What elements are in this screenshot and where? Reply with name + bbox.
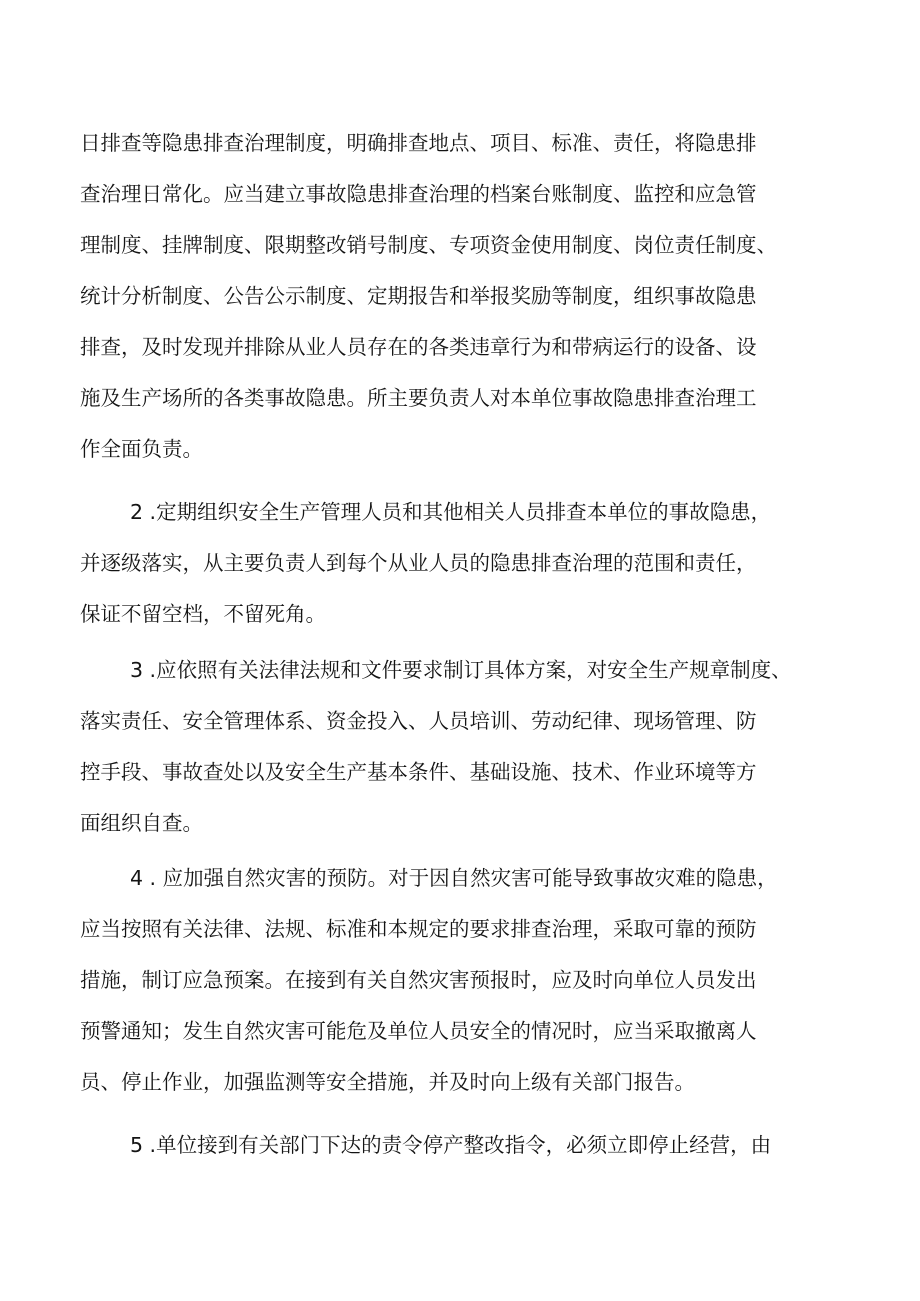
text-line	[0, 962, 920, 998]
line-text: 理制度、挂牌制度、限期整改销号制度、专项资金使用制度、岗位责任制度、	[80, 233, 777, 257]
line-text: 落实责任、安全管理体系、资金投入、人员培训、劳动纪律、现场管理、防	[80, 709, 757, 733]
line-text: 日排查等隐患排查治理制度，明确排查地点、项目、标准、责任，将隐患排	[80, 131, 757, 155]
line-text: 5 .单位接到有关部门下达的责令停产整改指令，必须立即停止经营，由	[130, 1133, 772, 1157]
line-text: 保证不留空档，不留死角。	[80, 602, 326, 626]
line-text: 施及生产场所的各类事故隐患。所主要负责人对本单位事故隐患排查治理工	[80, 386, 757, 410]
line-text: 员、停止作业，加强监测等安全措施，并及时向上级有关部门报告。	[80, 1070, 695, 1094]
line-text: 应当按照有关法律、法规、标准和本规定的要求排查治理，采取可靠的预防	[80, 917, 757, 941]
text-line	[0, 380, 920, 416]
text-line	[0, 805, 920, 841]
line-text: 措施，制订应急预案。在接到有关自然灾害预报时，应及时向单位人员发出	[80, 968, 757, 992]
line-text: 作全面负责。	[80, 437, 203, 461]
text-line	[0, 431, 920, 467]
text-line	[0, 329, 920, 365]
text-line	[0, 278, 920, 314]
line-text: 统计分析制度、公告公示制度、定期报告和举报奖励等制度，组织事故隐患	[80, 284, 757, 308]
line-text: 排查，及时发现并排除从业人员存在的各类违章行为和带病运行的设备、设	[80, 335, 757, 359]
line-text: 并逐级落实，从主要负责人到每个从业人员的隐患排查治理的范围和责任，	[80, 551, 757, 575]
text-line	[0, 1064, 920, 1100]
text-line	[0, 596, 920, 632]
text-line	[0, 703, 920, 739]
text-line	[0, 494, 920, 530]
text-line	[0, 911, 920, 947]
line-text: 预警通知；发生自然灾害可能危及单位人员安全的情况时，应当采取撤离人	[80, 1019, 757, 1043]
text-line	[0, 545, 920, 581]
text-line	[0, 227, 920, 263]
line-text: 3 .应依照有关法律法规和文件要求制订具体方案，对安全生产规章制度、	[130, 658, 792, 682]
text-line	[0, 1127, 920, 1163]
line-text: 4 . 应加强自然灾害的预防。对于因自然灾害可能导致事故灾难的隐患，	[130, 866, 778, 890]
text-line	[0, 754, 920, 790]
line-text: 面组织自查。	[80, 811, 203, 835]
line-text: 查治理日常化。应当建立事故隐患排查治理的档案台账制度、监控和应急管	[80, 182, 757, 206]
text-line	[0, 176, 920, 212]
text-line	[0, 125, 920, 161]
line-text: 控手段、事故查处以及安全生产基本条件、基础设施、技术、作业环境等方	[80, 760, 757, 784]
text-line	[0, 1013, 920, 1049]
line-text: 2 .定期组织安全生产管理人员和其他相关人员排查本单位的事故隐患，	[130, 500, 772, 524]
text-line	[0, 652, 920, 688]
text-line	[0, 860, 920, 896]
